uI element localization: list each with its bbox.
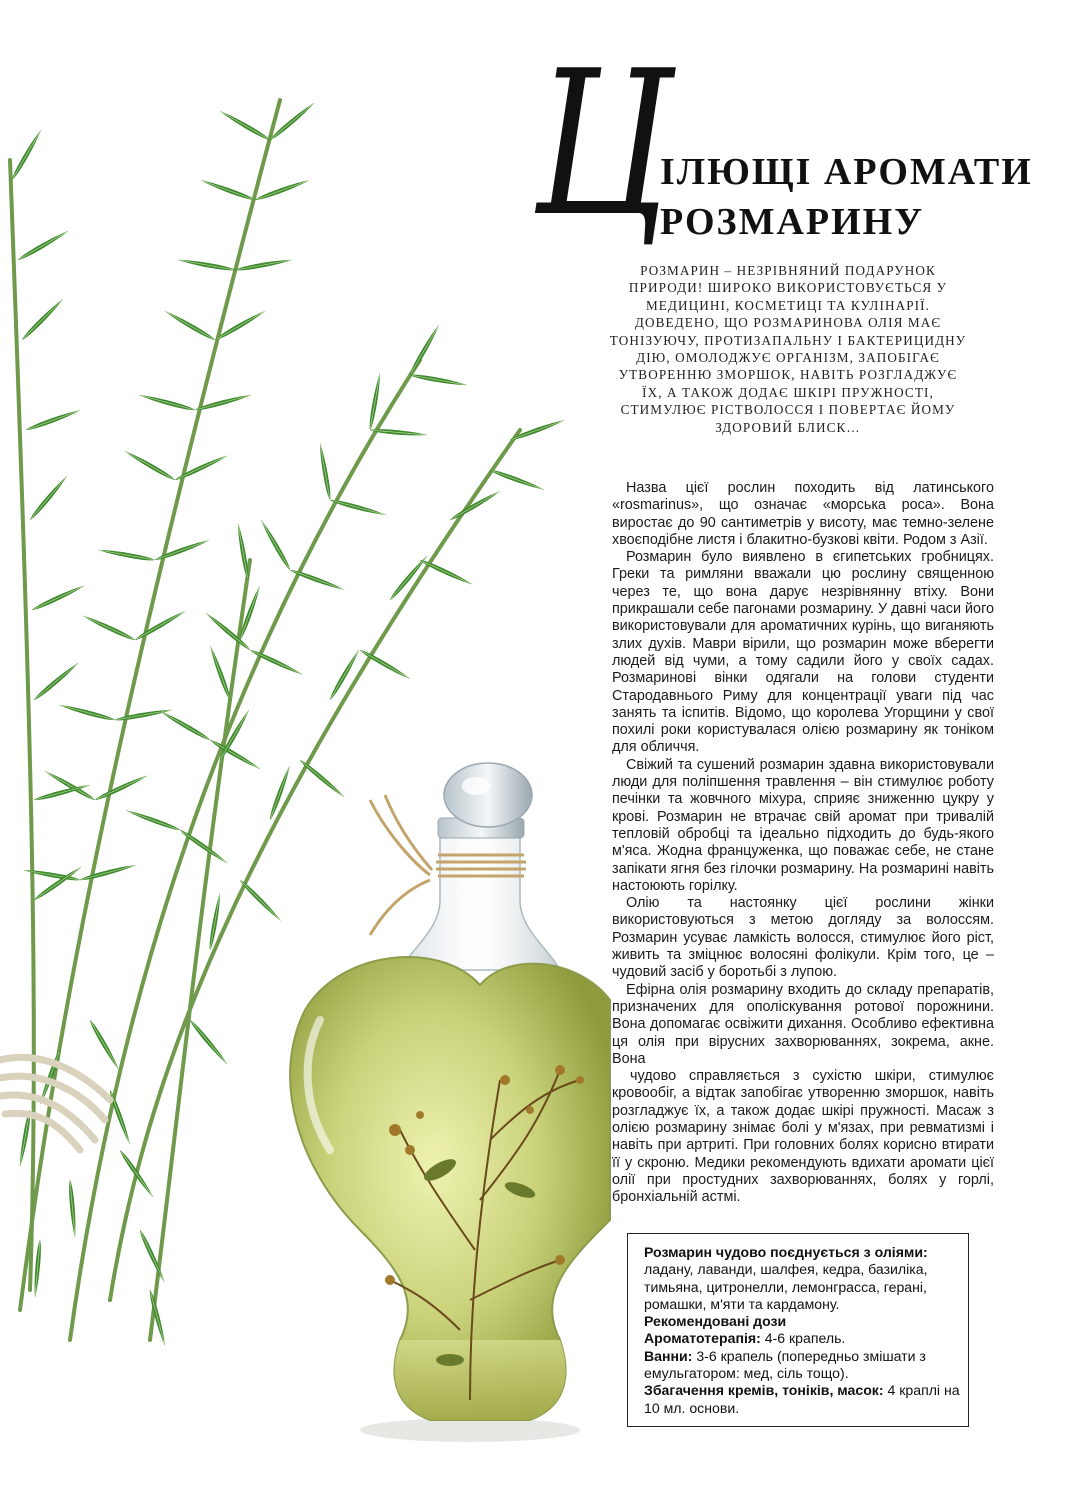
- dose-label: Ароматотерапія:: [644, 1330, 761, 1347]
- body-paragraph: Розмарин було виявлено в єгипетських гробницях. Греки та римляни вважали цю рослину священною через те, що вона дарує незрівнянну втіху. Вони прикрашали себе пагонами розмарину. У давні часи його використовували для ароматичних курінь, що виганяють злих духів. Маври вірили, що розмарин може вберегти людей від чуми, а тому садили його у своїх садах. Розмаринові вінки одягали на голови студенти Стародавнього Риму для концентрації уваги під час занять та іспитів. Відомо, що королева Угорщини у свої похилі роки користувалася олією розмарину як тоніком для обличчя.: [612, 549, 994, 756]
- oils-heading: Розмарин чудово поєднується з оліями:: [644, 1244, 928, 1260]
- body-paragraph: Свіжий та сушений розмарин здавна використовували люди для поліпшення травлення – він стимулює роботу печінки та жовчного міхура, сприяє зниженню цукру у крові. Розмарин не втрачає свій аромат при тривалій тепловій обробці та ідеально підходить до будь-якого м'яса. Жодна француженка, що поважає себе, не стане запікати ягня без гілочки розмарину. На розмарині навіть настоюють горілку.: [612, 756, 994, 894]
- dose-bath: [644, 1348, 960, 1383]
- dose-value: 4-6 крапель.: [764, 1330, 846, 1347]
- title-initial-letter: Ц: [535, 28, 672, 261]
- doses-heading-text: Рекомендовані дози: [644, 1313, 787, 1330]
- tips-box: [627, 1233, 969, 1427]
- dose-cream: [644, 1382, 960, 1417]
- oil-bottle: [290, 763, 610, 1442]
- oils-list: ладану, лаванди, шалфея, кедра, базиліка, тимьяна, цитронелли, лемонграсса, герані, ромашки, м'яти та кардамону.: [644, 1261, 928, 1312]
- oils-paragraph: [644, 1244, 960, 1313]
- title-line-1: ІЛЮЩІ АРОМАТИ: [660, 151, 1033, 193]
- title-line-2: РОЗМАРИНУ: [660, 201, 925, 243]
- dose-value: 3-6 крапель (попередньо змішати з емульгатором: мед, сіль тощо).: [644, 1347, 926, 1382]
- article-body: [612, 480, 994, 1206]
- body-paragraph: Назва цієї рослин походить від латинського «rosmarinus», що означає «морська роса». Вона виростає до 90 сантиметрів у висоту, має темно-зелене хвоєподібне листя і блакитно-бузкові квіти. Родом з Азії.: [612, 480, 994, 548]
- dose-aromatherapy: [644, 1330, 960, 1347]
- dose-label: Збагачення кремів, тоніків, масок:: [644, 1382, 884, 1399]
- dose-label: Ванни:: [644, 1347, 693, 1364]
- body-paragraph: Ефірна олія розмарину входить до складу препаратів, призначених для ополіскування ротової порожнини. Вона допомагає освіжити дихання. Особливо ефективна ця олія при вірусних захворюваннях, зокрема, акне. Вона: [612, 981, 994, 1067]
- body-paragraph: Олію та настоянку цієї рослини жінки використовуються з метою догляду за волоссям. Розмарин усуває ламкість волосся, стимулює його ріст, живить та зміцнює волосяні фолікули. Крім того, це – чудовий засіб у боротьбі з лупою.: [612, 895, 994, 981]
- lead-paragraph: РОЗМАРИН – НЕЗРІВНЯНИЙ ПОДАРУНОК ПРИРОДИ! ШИРОКО ВИКОРИСТОВУЄТЬСЯ У МЕДИЦИНІ, КОСМЕТИЦІ ТА КУЛІНАРІЇ. ДОВЕДЕНО, ЩО РОЗМАРИНОВА ОЛІЯ МАЄ ТОНІЗУЮЧУ, ПРОТИЗАПАЛЬНУ І БАКТЕРИЦИДНУ ДІЮ, ОМОЛОДЖУЄ ОРГАНІЗМ, ЗАПОБІГАЄ УТВОРЕННЮ ЗМОРШОК, НАВІТЬ РОЗГЛАДЖУЄ ЇХ, А ТАКОЖ ДОДАЄ ШКІРІ ПРУЖНОСТІ, СТИМУЛЮЄ РІСТВОЛОССЯ І ПОВЕРТАЄ ЙОМУ ЗДОРОВИЙ БЛИСК…: [609, 263, 967, 435]
- doses-heading: [644, 1313, 960, 1330]
- body-paragraph: чудово справляється з сухістю шкіри, стимулює кровообіг, а відтак запобігає утворенню зморшок, навіть розгладжує їх, а також додає шкірі пружності. Масаж з олією розмарину знімає болі у м'язах, при ревматизмі і навіть при артриті. При головних болях корисно втирати її у скроню. Медики рекомендують вдихати аромати цієї олії при простудних захворюваннях, болях у горлі, бронхіальній астмі.: [612, 1068, 994, 1206]
- dose-value: 4 краплі на 10 мл. основи.: [644, 1382, 960, 1416]
